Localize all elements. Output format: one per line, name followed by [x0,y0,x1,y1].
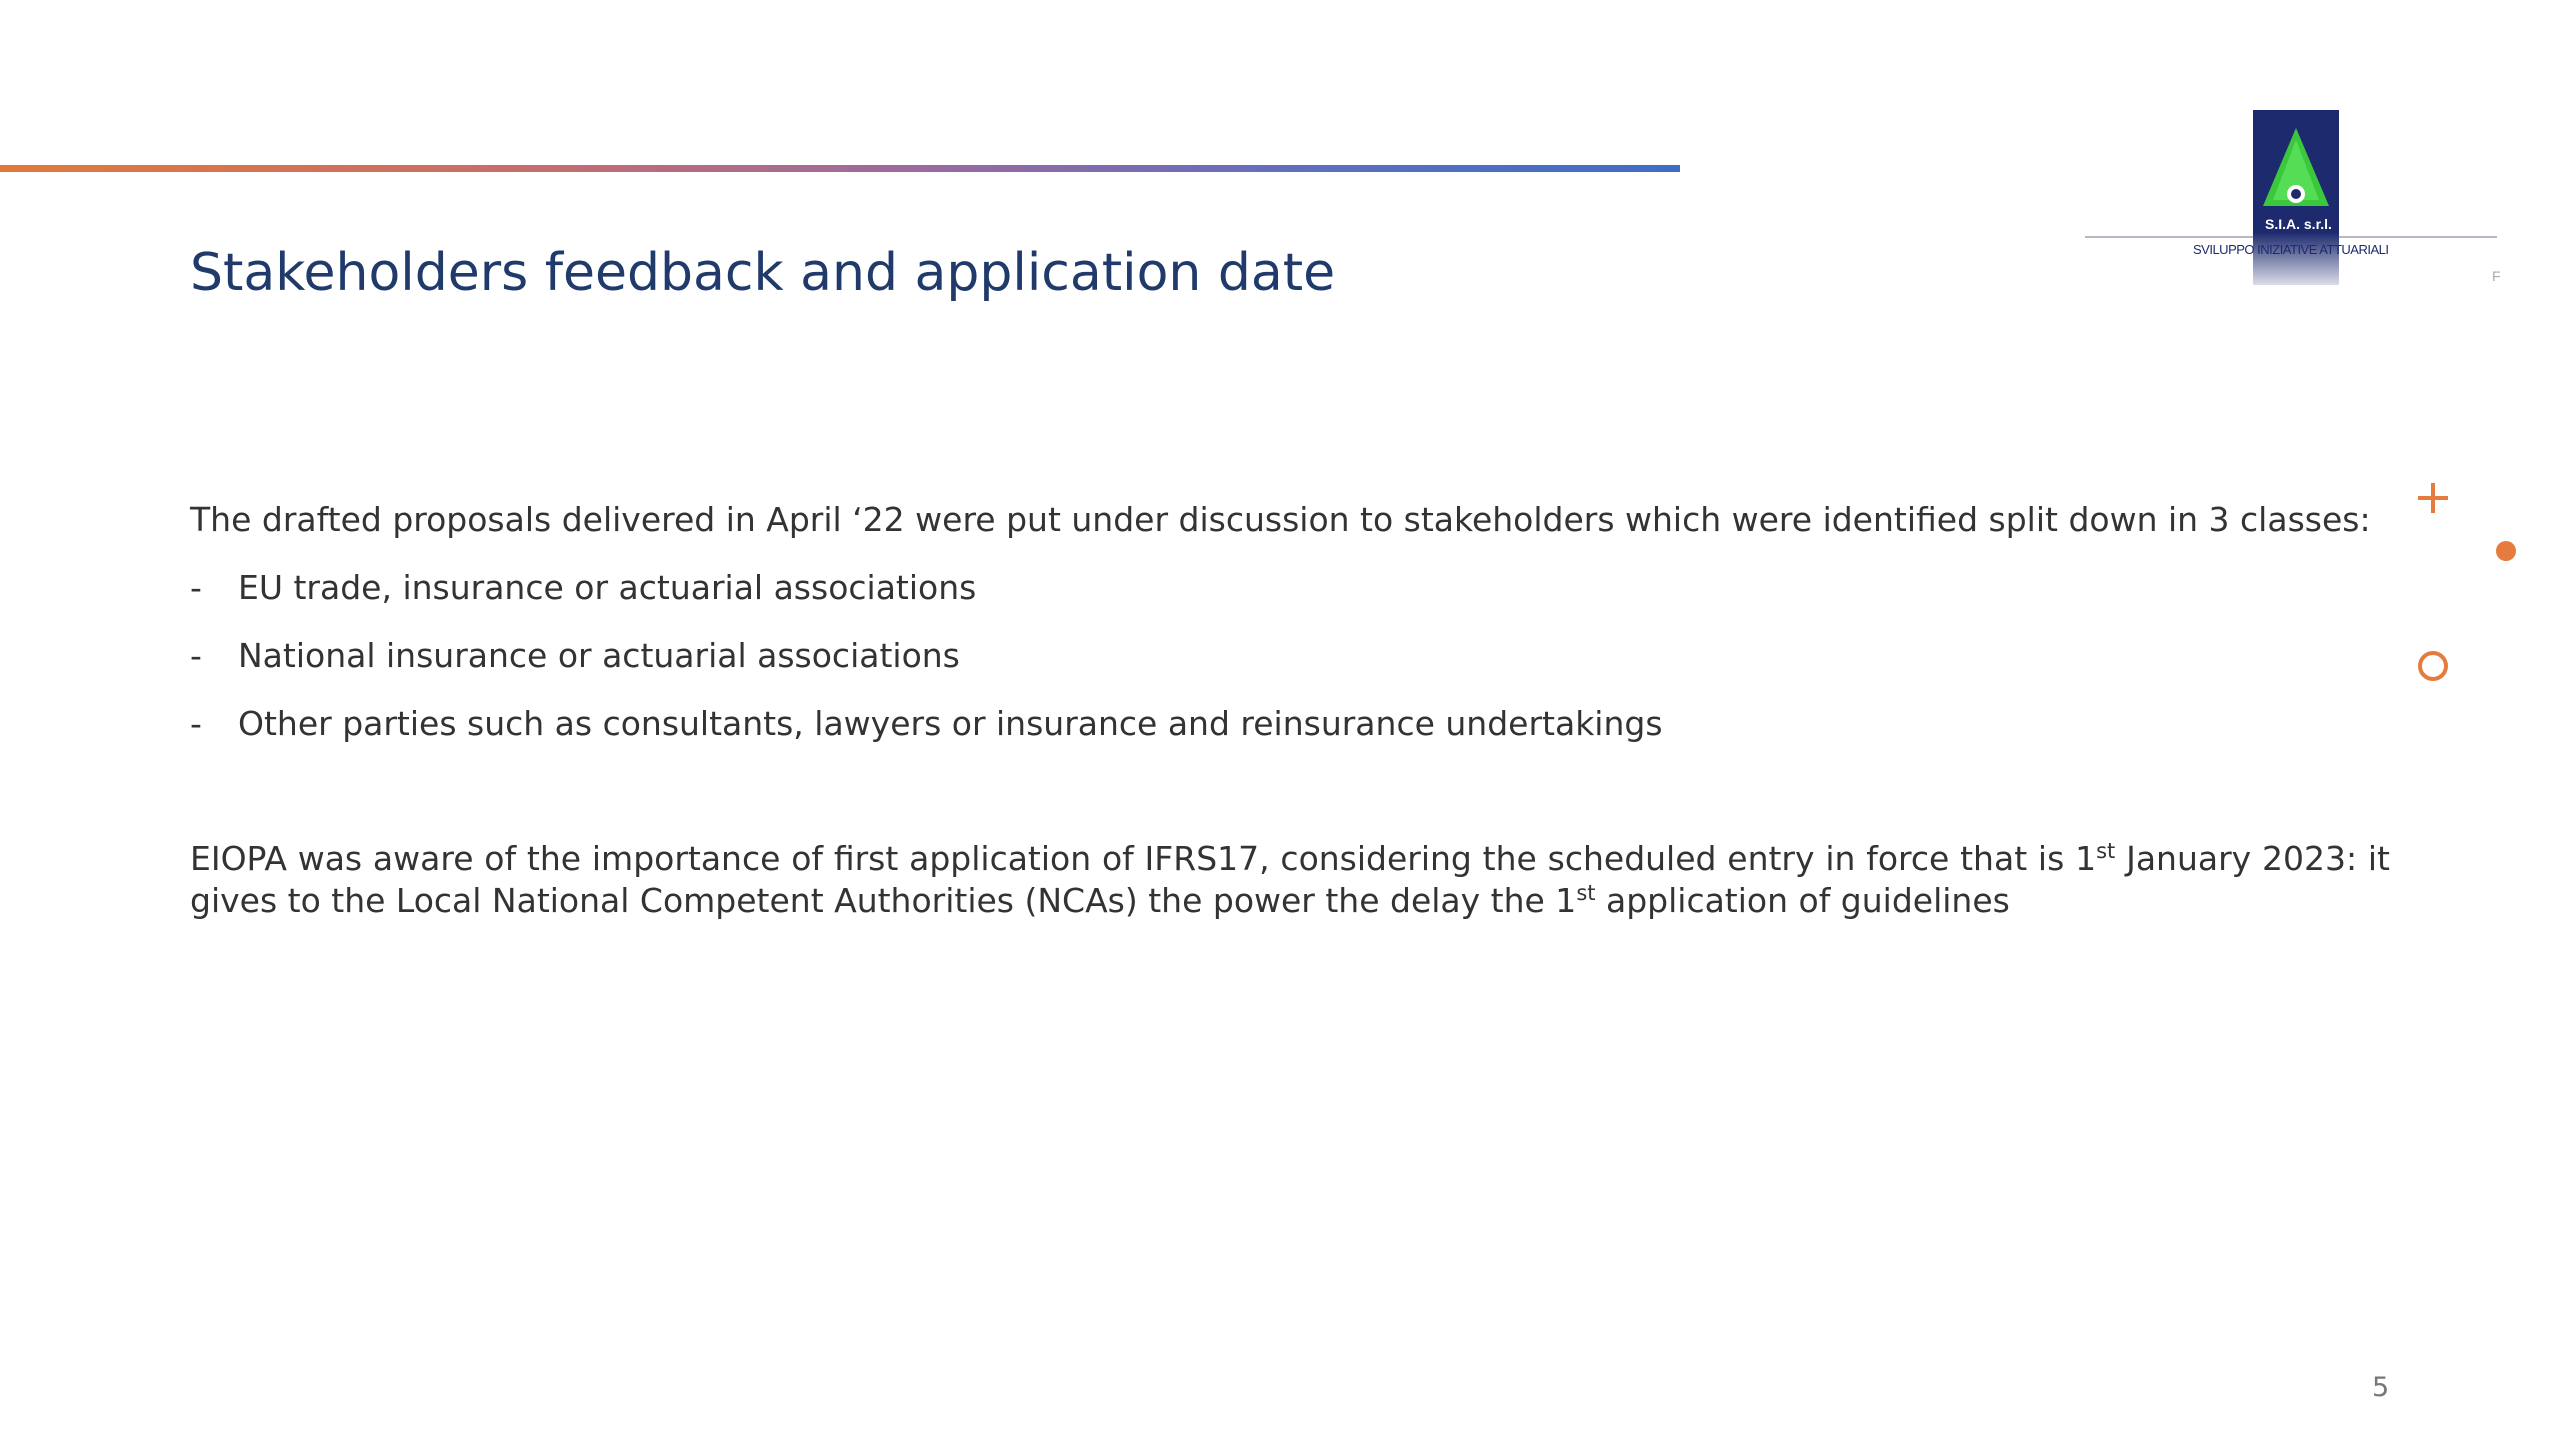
company-logo [2085,110,2505,290]
plus-icon [2415,480,2451,516]
logo-subtitle: SVILUPPO INIZIATIVE ATTUARIALI [2193,242,2389,257]
slide-title: Stakeholders feedback and application date [190,243,1336,303]
dot-icon [2496,541,2516,561]
page-number: 5 [2372,1372,2390,1403]
bullet-marker: - [190,568,202,607]
bullet-marker: - [190,636,202,675]
bullet-text: Other parties such as consultants, lawyers or insurance and reinsurance undertakings [238,704,1663,743]
eiopa-paragraph [190,838,2390,922]
eiopa-text-1: EIOPA was aware of the importance of first application of IFRS17, considering the scheduled entry in force that is 1 [190,839,2097,878]
eiopa-superscript-1: st [2096,839,2116,863]
ring-icon [2418,651,2448,681]
bullet-item [190,703,1663,745]
logo-emblem [2253,110,2339,285]
bullet-item [190,635,960,677]
intro-paragraph: The drafted proposals delivered in April ‘22 were put under discussion to stakeholders which were identified split down in 3 classes: [190,500,2371,539]
eiopa-superscript-2: st [1576,881,1596,905]
bullet-text: National insurance or actuarial associations [238,636,960,675]
bullet-marker: - [190,704,202,743]
eiopa-text-3: application of guidelines [1595,881,2010,920]
logo-triangle-icon [2253,110,2339,285]
logo-name: S.I.A. s.r.l. [2265,216,2332,232]
bullet-item [190,567,976,609]
top-gradient-rule [0,165,1680,172]
eiopa-text-2: January 2023: it gives to the Local National Competent Authorities (NCAs) the power the delay the 1 [190,839,2390,920]
corner-mark: F [2492,268,2501,284]
bullet-text: EU trade, insurance or actuarial associations [238,568,977,607]
